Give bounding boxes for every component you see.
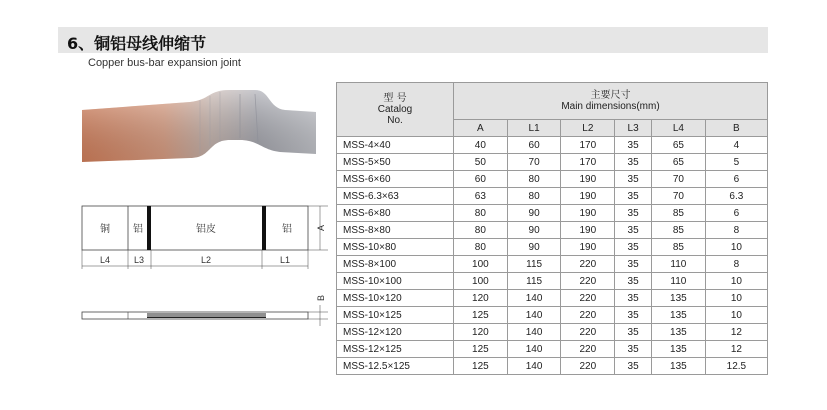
column-header-a: A <box>454 120 508 137</box>
value-cell: 35 <box>615 188 652 205</box>
value-cell: 70 <box>652 171 706 188</box>
label-aluminum-right: 铝 <box>282 224 292 235</box>
value-cell: 10 <box>705 239 767 256</box>
column-header-l1: L1 <box>507 120 561 137</box>
value-cell: 140 <box>507 324 561 341</box>
value-cell: 35 <box>615 222 652 239</box>
value-cell: 220 <box>561 256 615 273</box>
table-row <box>337 290 768 307</box>
value-cell: 220 <box>561 273 615 290</box>
table-row <box>337 188 768 205</box>
value-cell: 90 <box>507 205 561 222</box>
dim-l1-label: L1 <box>279 255 291 265</box>
label-aluminum-skin: 铝皮 <box>196 224 216 235</box>
value-cell: 80 <box>454 239 508 256</box>
value-cell: 65 <box>652 137 706 154</box>
value-cell: 110 <box>652 273 706 290</box>
column-header-l4: L4 <box>652 120 706 137</box>
value-cell: 140 <box>507 358 561 375</box>
value-cell: 60 <box>454 171 508 188</box>
value-cell: 35 <box>615 290 652 307</box>
column-header-l2: L2 <box>561 120 615 137</box>
value-cell: 190 <box>561 188 615 205</box>
label-copper: 铜 <box>100 224 110 235</box>
dimension-diagram <box>78 195 338 335</box>
value-cell: 35 <box>615 171 652 188</box>
table-row <box>337 358 768 375</box>
value-cell: 135 <box>652 341 706 358</box>
value-cell: 6.3 <box>705 188 767 205</box>
value-cell: 80 <box>507 188 561 205</box>
table-row <box>337 154 768 171</box>
value-cell: 100 <box>454 256 508 273</box>
table-row <box>337 171 768 188</box>
dim-l4-label: L4 <box>99 255 111 265</box>
value-cell: 115 <box>507 273 561 290</box>
value-cell: 10 <box>705 290 767 307</box>
value-cell: 90 <box>507 222 561 239</box>
value-cell: 170 <box>561 154 615 171</box>
table-row <box>337 222 768 239</box>
value-cell: 125 <box>454 358 508 375</box>
value-cell: 140 <box>507 341 561 358</box>
value-cell: 80 <box>454 205 508 222</box>
dim-a-label: A <box>316 224 326 232</box>
value-cell: 220 <box>561 358 615 375</box>
dims-header-cn: 主要尺寸 <box>590 90 631 101</box>
table-body <box>337 137 768 375</box>
page-subtitle: Copper bus-bar expansion joint <box>88 57 241 69</box>
value-cell: 190 <box>561 239 615 256</box>
catalog-cell: MSS-6×60 <box>337 171 454 188</box>
value-cell: 35 <box>615 307 652 324</box>
value-cell: 40 <box>454 137 508 154</box>
value-cell: 190 <box>561 222 615 239</box>
value-cell: 120 <box>454 324 508 341</box>
catalog-cell: MSS-8×80 <box>337 222 454 239</box>
label-aluminum-left: 铝 <box>133 224 143 235</box>
table-row <box>337 239 768 256</box>
value-cell: 60 <box>507 137 561 154</box>
product-photo <box>80 88 320 168</box>
value-cell: 85 <box>652 239 706 256</box>
page-title: 6、铜铝母线伸缩节 <box>67 34 207 53</box>
value-cell: 35 <box>615 273 652 290</box>
value-cell: 50 <box>454 154 508 171</box>
table-row <box>337 324 768 341</box>
catalog-cell: MSS-6×80 <box>337 205 454 222</box>
table-row <box>337 205 768 222</box>
value-cell: 110 <box>652 256 706 273</box>
value-cell: 220 <box>561 307 615 324</box>
value-cell: 140 <box>507 307 561 324</box>
value-cell: 35 <box>615 154 652 171</box>
catalog-cell: MSS-10×80 <box>337 239 454 256</box>
value-cell: 220 <box>561 341 615 358</box>
value-cell: 90 <box>507 239 561 256</box>
catalog-cell: MSS-12×120 <box>337 324 454 341</box>
dims-header-en: Main dimensions(mm) <box>561 101 660 112</box>
value-cell: 8 <box>705 256 767 273</box>
value-cell: 10 <box>705 307 767 324</box>
value-cell: 35 <box>615 324 652 341</box>
table-row <box>337 341 768 358</box>
catalog-cell: MSS-10×125 <box>337 307 454 324</box>
value-cell: 12 <box>705 341 767 358</box>
value-cell: 6 <box>705 171 767 188</box>
table-row <box>337 137 768 154</box>
value-cell: 85 <box>652 222 706 239</box>
value-cell: 135 <box>652 324 706 341</box>
value-cell: 80 <box>507 171 561 188</box>
catalog-cell: MSS-12.5×125 <box>337 358 454 375</box>
value-cell: 35 <box>615 358 652 375</box>
column-header-l3: L3 <box>615 120 652 137</box>
catalog-cell: MSS-12×125 <box>337 341 454 358</box>
table-row <box>337 307 768 324</box>
value-cell: 190 <box>561 205 615 222</box>
value-cell: 135 <box>652 290 706 307</box>
value-cell: 65 <box>652 154 706 171</box>
catalog-cell: MSS-4×40 <box>337 137 454 154</box>
catalog-header-en1: Catalog <box>377 104 413 115</box>
value-cell: 120 <box>454 290 508 307</box>
catalog-cell: MSS-5×50 <box>337 154 454 171</box>
dims-header <box>454 83 768 120</box>
value-cell: 220 <box>561 324 615 341</box>
catalog-header-en2: No. <box>387 115 403 126</box>
column-header-b: B <box>705 120 767 137</box>
value-cell: 100 <box>454 273 508 290</box>
value-cell: 6 <box>705 205 767 222</box>
value-cell: 70 <box>507 154 561 171</box>
catalog-cell: MSS-6.3×63 <box>337 188 454 205</box>
value-cell: 5 <box>705 154 767 171</box>
dim-l3-label: L3 <box>133 255 145 265</box>
value-cell: 80 <box>454 222 508 239</box>
value-cell: 4 <box>705 137 767 154</box>
value-cell: 12.5 <box>705 358 767 375</box>
value-cell: 135 <box>652 307 706 324</box>
value-cell: 35 <box>615 256 652 273</box>
value-cell: 140 <box>507 290 561 307</box>
catalog-cell: MSS-8×100 <box>337 256 454 273</box>
catalog-header <box>337 83 454 137</box>
dim-l2-label: L2 <box>200 255 212 265</box>
value-cell: 220 <box>561 290 615 307</box>
value-cell: 10 <box>705 273 767 290</box>
value-cell: 135 <box>652 358 706 375</box>
value-cell: 125 <box>454 307 508 324</box>
value-cell: 63 <box>454 188 508 205</box>
value-cell: 35 <box>615 341 652 358</box>
value-cell: 125 <box>454 341 508 358</box>
value-cell: 35 <box>615 137 652 154</box>
value-cell: 85 <box>652 205 706 222</box>
table-row <box>337 273 768 290</box>
table-row <box>337 256 768 273</box>
catalog-cell: MSS-10×100 <box>337 273 454 290</box>
value-cell: 190 <box>561 171 615 188</box>
catalog-cell: MSS-10×120 <box>337 290 454 307</box>
value-cell: 35 <box>615 205 652 222</box>
value-cell: 115 <box>507 256 561 273</box>
spec-table <box>336 82 768 375</box>
value-cell: 170 <box>561 137 615 154</box>
value-cell: 70 <box>652 188 706 205</box>
value-cell: 35 <box>615 239 652 256</box>
value-cell: 8 <box>705 222 767 239</box>
catalog-header-cn: 型 号 <box>383 93 407 104</box>
value-cell: 12 <box>705 324 767 341</box>
dim-b-label: B <box>316 294 326 302</box>
